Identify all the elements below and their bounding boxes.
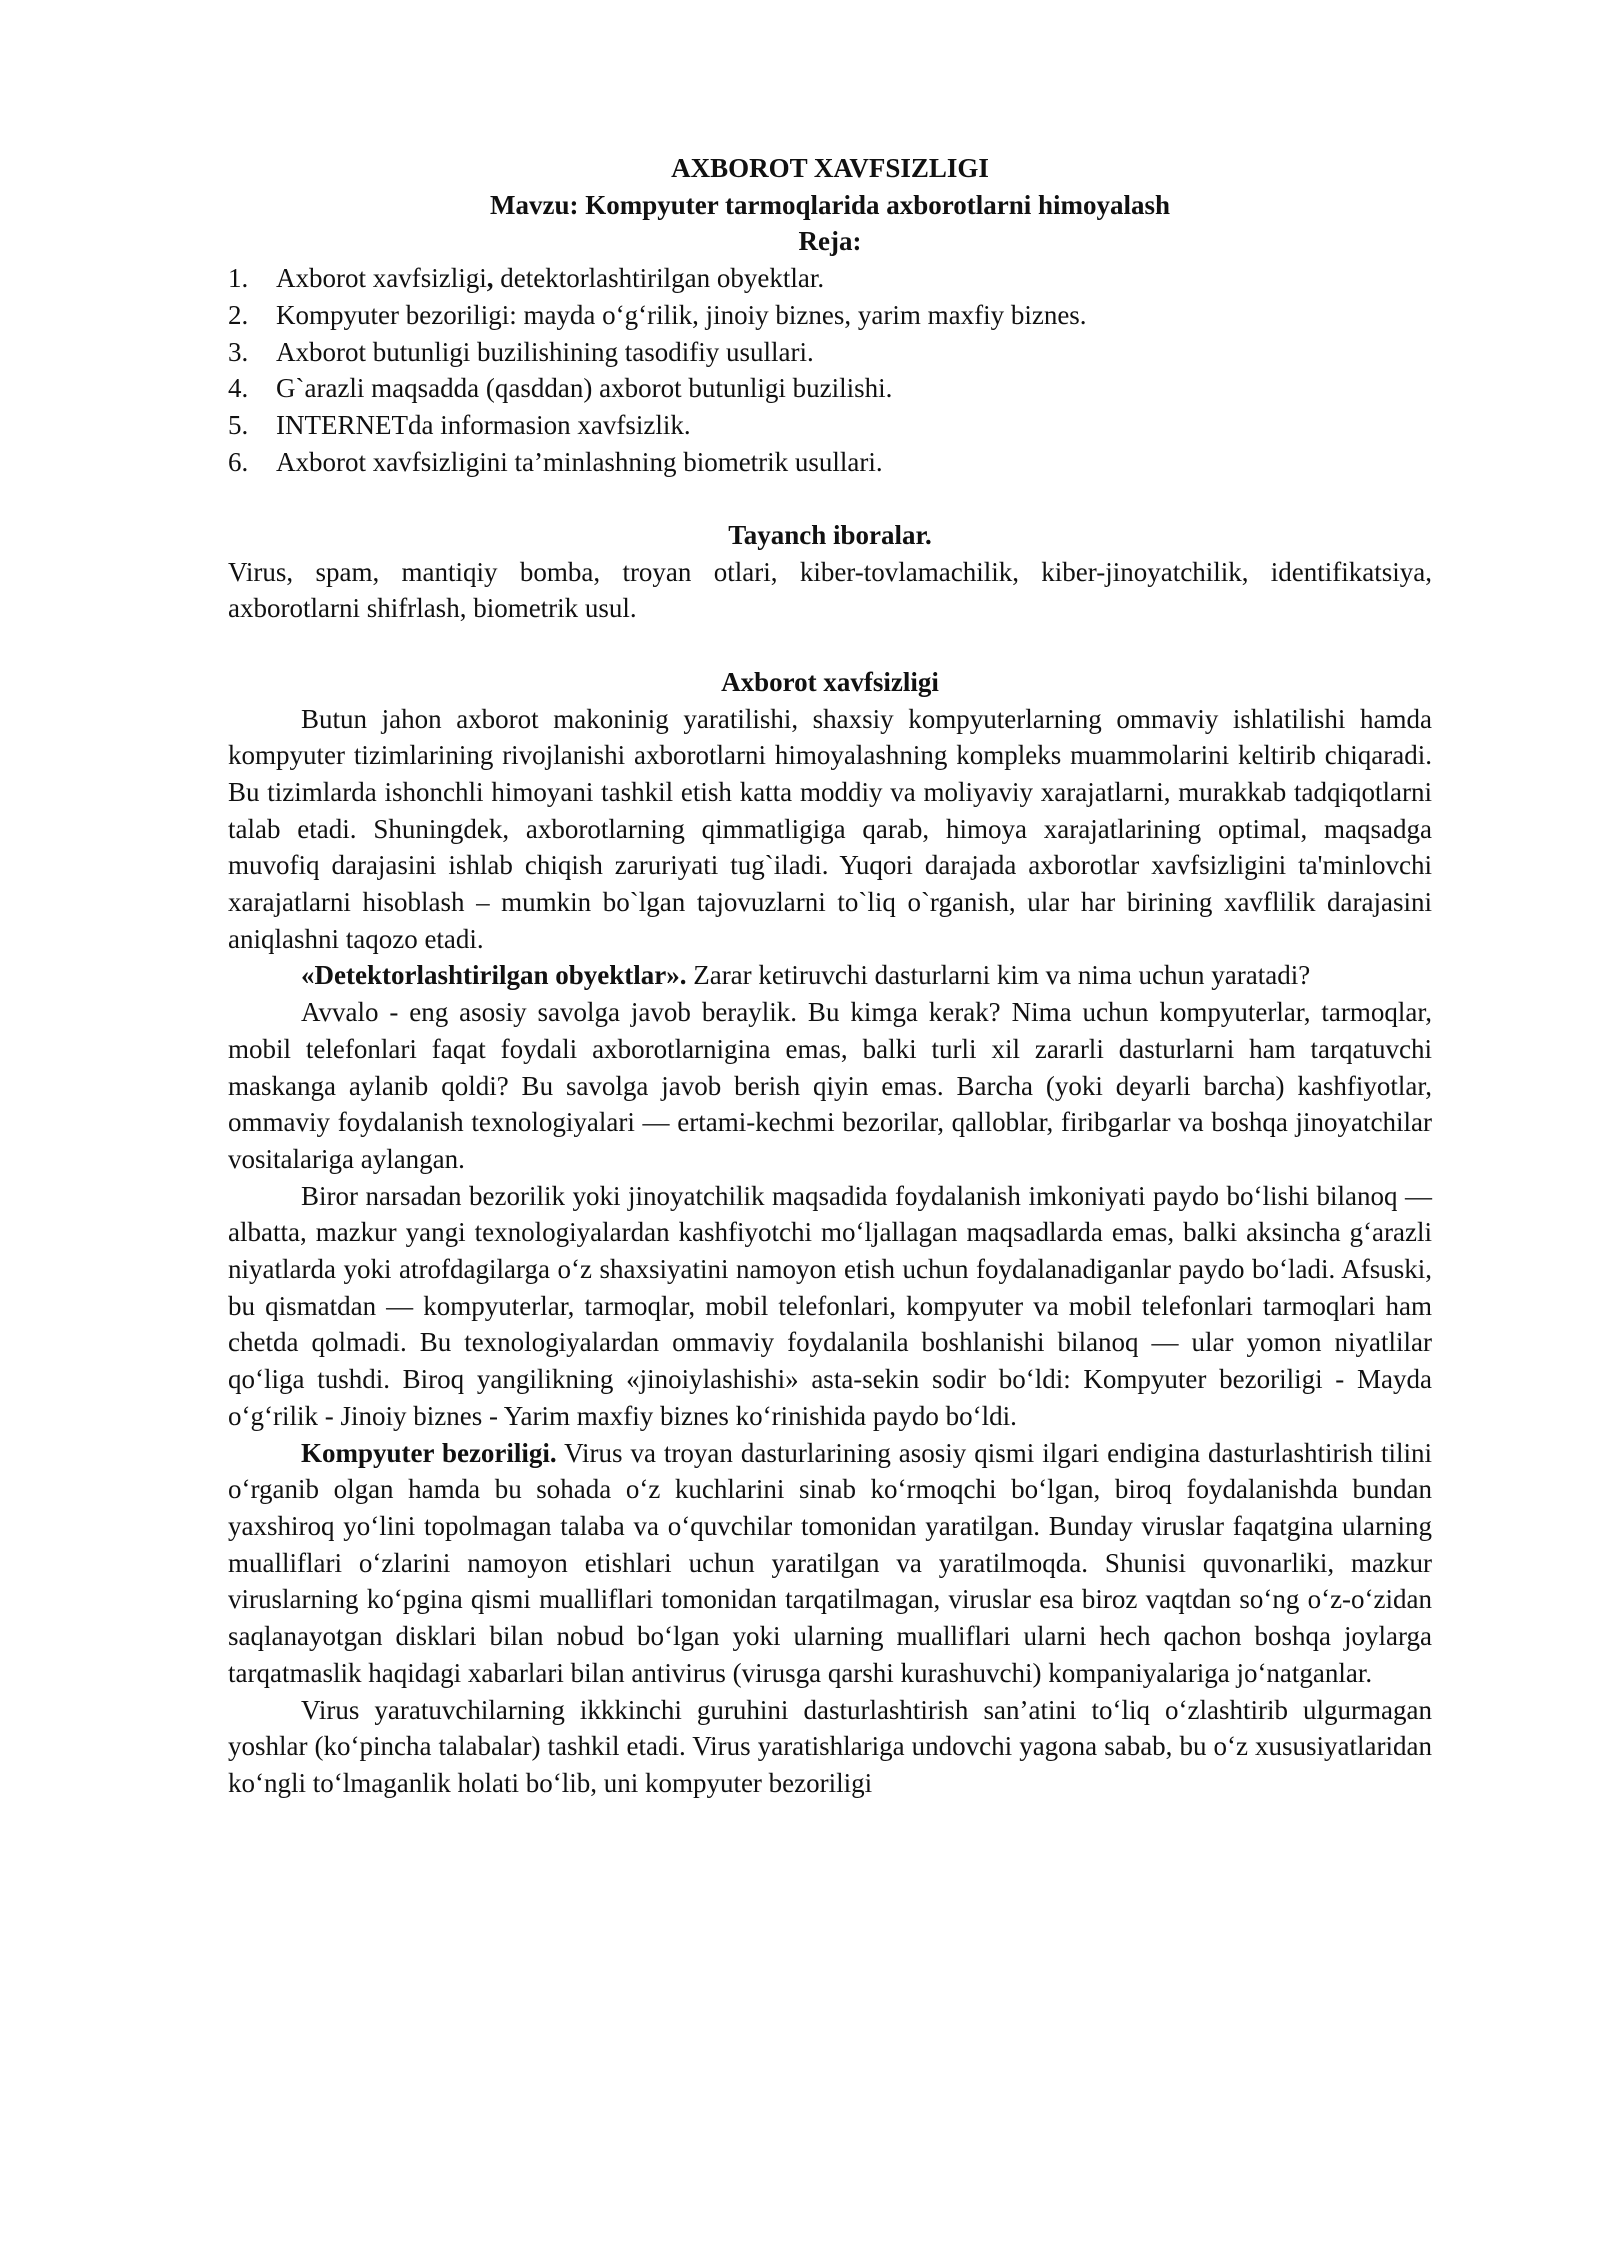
keywords-heading: Tayanch iboralar. bbox=[728, 520, 932, 551]
paragraph: Virus yaratuvchilarning ikkkinchi guruhini dasturlashtirish san’atini to‘liq o‘zlashtirib ulgurmagan yoshlar (ko‘pincha talabalar) tashkil etadi. Virus yaratishlariga undovchi yagona sabab, bu o‘z xususiyatlaridan ko‘ngli to‘lmaganlik holati bo‘lib, uni kompyuter bezoriligi bbox=[228, 1694, 1432, 1798]
list-item bbox=[228, 297, 1432, 334]
list-number: 1. bbox=[228, 263, 249, 294]
plan-heading: Reja: bbox=[798, 226, 862, 257]
paragraph: Biror narsadan bezorilik yoki jinoyatchilik maqsadida foydalanish imkoniyati paydo bo‘lishi bilanoq — albatta, mazkur yangi texnologiyalardan kashfiyotchi mo‘ljallagan maqsadlarda emas, balki aksincha g‘arazli niyatlarda yoki atrofdagilarga o‘z shaxsiyatini namoyon etish uchun foydalanadiganlar paydo bo‘ladi. Afsuski, bu qismatdan — kompyuterlar, tarmoqlar, mobil telefonlari, kompyuter va mobil telefonlari tarmoqlari ham chetda qolmadi. Bu texnologiyalardan ommaviy foydalanila boshlanishi bilanoq — ular yomon niyatlilar qo‘liga tushdi. Biroq yangilikning «jinoiylashishi» asta-sekin sodir bo‘ldi: Kompyuter bezoriligi - Mayda o‘g‘rilik - Jinoiy biznes - Yarim maxfiy biznes ko‘rinishida paydo bo‘ldi. bbox=[228, 1180, 1432, 1431]
document-page bbox=[228, 150, 1432, 1802]
list-item bbox=[228, 334, 1432, 371]
list-item bbox=[228, 260, 1432, 297]
plan-list bbox=[228, 260, 1432, 480]
paragraph-lead: «Detektorlashtirilgan obyektlar». bbox=[301, 960, 687, 991]
list-item bbox=[228, 444, 1432, 481]
list-number: 4. bbox=[228, 373, 249, 404]
list-number: 3. bbox=[228, 336, 249, 367]
spacer bbox=[228, 627, 1432, 664]
paragraph-lead: Kompyuter bezoriligi. bbox=[301, 1437, 557, 1468]
list-text: G`arazli maqsadda (qasddan) axborot butunligi buzilishi. bbox=[276, 373, 893, 404]
keywords-text: Virus, spam, mantiqiy bomba, troyan otlari, kiber-tovlamachilik, kiber-jinoyatchilik, identifikatsiya, axborotlarni shifrlash, biometrik usul. bbox=[228, 556, 1432, 624]
list-text: Axborot xavfsizligini ta’minlashning biometrik usullari. bbox=[276, 446, 883, 477]
paragraph: Kompyuter bezoriligi. Virus va troyan dasturlarining asosiy qismi ilgari endigina dasturlashtirish tilini o‘rganib olgan hamda bu sohada o‘z kuchlarini sinab ko‘rmoqchi bo‘lgan, biroq foydalanishda bundan yaxshiroq yo‘lini topolmagan talaba va o‘quvchilar tomonidan yaratilgan. Bunday viruslar faqatgina ularning mualliflari o‘zlarini namoyon etishlari uchun yaratilgan va yaratilmoqda. Shunisi quvonarliki, mazkur viruslarning ko‘pgina qismi mualliflari tomonidan tarqatilmagan, viruslar esa biroz vaqtdan so‘ng o‘z-o‘zidan saqlanayotgan disklari bilan nobud bo‘lgan yoki ularning mualliflari ularni hech qachon boshqa joylarga tarqatmaslik haqidagi xabarlari bilan antivirus (virusga qarshi kurashuvchi) kompaniyalariga jo‘natganlar. bbox=[228, 1437, 1432, 1688]
list-number: 5. bbox=[228, 409, 249, 440]
list-text: Kompyuter bezoriligi: mayda o‘g‘rilik, jinoiy biznes, yarim maxfiy biznes. bbox=[276, 299, 1087, 330]
list-item bbox=[228, 370, 1432, 407]
paragraph: Avvalo - eng asosiy savolga javob beraylik. Bu kimga kerak? Nima uchun kompyuterlar, tarmoqlar, mobil telefonlari faqat foydali axborotlarnigina emas, balki turli xil zararli dasturlarni ham tarqatuvchi maskanga aylanib qoldi? Bu savolga javob berish qiyin emas. Barcha (yoki deyarli barcha) kashfiyotlar, ommaviy foydalanish texnologiyalari — ertami-kechmi bezorilar, qalloblar, firibgarlar va boshqa jinoyatchilar vositalariga aylangan. bbox=[228, 997, 1432, 1174]
list-number: 6. bbox=[228, 446, 249, 477]
paragraph: «Detektorlashtirilgan obyektlar». Zarar ketiruvchi dasturlarni kim va nima uchun yaratadi? bbox=[301, 960, 1311, 991]
list-text: Axborot xavfsizligi, detektorlashtirilgan obyektlar. bbox=[276, 263, 825, 294]
document-title: AXBOROT XAVFSIZLIGI bbox=[671, 153, 989, 183]
list-number: 2. bbox=[228, 299, 249, 330]
paragraph: Butun jahon axborot makoninig yaratilishi, shaxsiy kompyuterlarning ommaviy ishlatilishi hamda kompyuter tizimlarining rivojlanishi axborotlarni himoyalashning kompleks muammolarini keltirib chiqaradi. Bu tizimlarda ishonchli himoyani tashkil etish katta moddiy va moliyaviy xarajatlarni, murakkab tadqiqotlarni talab etadi. Shuningdek, axborotlarning qimmatligiga qarab, himoya xarajatlarining optimal, maqsadga muvofiq darajasini ishlab chiqish zaruriyati tug`iladi. Yuqori darajada axborotlar xavfsizligini ta'minlovchi xarajatlarni hisoblash – mumkin bo`lgan tajovuzlarni to`liq o`rganish, ular har birining xavflilik darajasini aniqlashni taqozo etadi. bbox=[228, 703, 1432, 954]
list-text: INTERNETda informasion xavfsizlik. bbox=[276, 409, 691, 440]
section-heading: Axborot xavfsizligi bbox=[721, 666, 939, 697]
spacer bbox=[228, 480, 1432, 517]
list-item bbox=[228, 407, 1432, 444]
topic-line: Mavzu: Kompyuter tarmoqlarida axborotlarni himoyalash bbox=[490, 189, 1170, 220]
list-text: Axborot butunligi buzilishining tasodifiy usullari. bbox=[276, 336, 814, 367]
